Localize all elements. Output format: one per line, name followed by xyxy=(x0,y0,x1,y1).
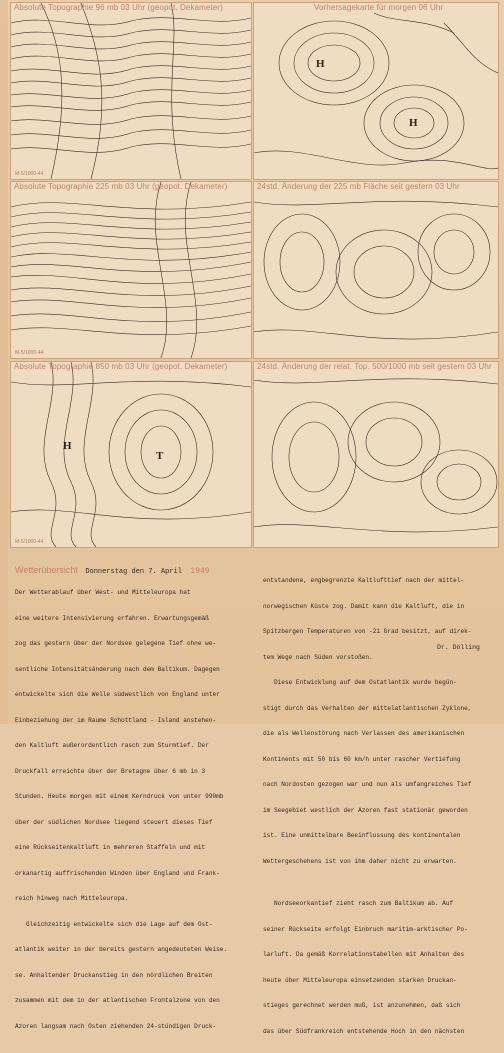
text-line: zusammen mit dem in der atlantischen Frontalzone von den xyxy=(15,997,220,1004)
pressure-high-label: H xyxy=(316,58,325,70)
text-line: sentliche Intensitätsänderung nach dem Baltikum. Dagegen xyxy=(15,665,220,673)
map-panel-225mb xyxy=(10,181,252,359)
text-line: Diese Entwicklung auf dem Ostatlantik wurde begün- xyxy=(263,679,457,686)
panel-title: Absolute Topographie 225 mb 03 Uhr (geopot. Dekameter) xyxy=(14,182,228,191)
text-line: entstandene, engbegrenzte Kaltlufttief nach der mittel- xyxy=(263,577,465,584)
text-line: Stunden. Heute morgen mit einem Kerndruck von unter 990mb xyxy=(15,793,224,800)
text-line: eine Rückseitenkaltluft in mehreren Staffeln und mit xyxy=(15,844,206,851)
text-line: Nordseeorkantief zieht rasch zum Baltikum ab. Auf xyxy=(263,900,454,907)
map-panel-forecast xyxy=(253,2,499,180)
panel-title: Absolute Topographie 96 mb 03 Uhr (geopot. Dekameter) xyxy=(14,3,223,12)
text-line: entwickelte sich die Welle südwestlich von England unter xyxy=(15,691,220,698)
contour-map xyxy=(11,3,251,179)
panel-title: Absolute Topographie 850 mb 03 Uhr (geopot. Dekameter) xyxy=(14,362,228,371)
text-line: Azoren langsam nach Osten ziehenden 24-stündigen Druck- xyxy=(15,1022,217,1030)
text-line: stieges gerechnet werden muß, ist anzunehmen, daß sich xyxy=(263,1002,461,1009)
map-panel-225mb-change xyxy=(253,181,499,359)
pressure-low-label: H xyxy=(409,117,418,129)
text-line: im Seegebiet westlich der Azoren fast stationär geworden xyxy=(263,806,468,814)
text-line: Druckfall erreichte über der Bretagne über 6 mb in 3 xyxy=(15,767,206,775)
text-line: stigt durch das Verhalten der mittelatlantischen Zyklone, xyxy=(263,704,472,712)
panel-badge: M-5/1000-44 xyxy=(15,539,44,545)
text-line: se. Anhaltender Druckanstieg in den nördlichen Breiten xyxy=(15,971,213,979)
text-line: zog das gestern über der Nordsee gelegene Tief ohne we- xyxy=(15,640,217,647)
signature: Dr. Dölling xyxy=(437,644,480,651)
panel-title: 24std. Änderung der 225 mb Fläche seit gestern 03 Uhr xyxy=(257,182,460,191)
panel-title: 24std. Änderung der relat. Top. 500/1000 mb seit gestern 03 Uhr xyxy=(257,362,492,371)
text-line: orkanartig auffrischenden Winden über England und Frank- xyxy=(15,869,220,877)
section-title: Wetterübersicht xyxy=(15,565,78,575)
map-panel-relative-top xyxy=(253,361,499,548)
text-line: heute über Mitteleuropa einsetzenden starken Druckan- xyxy=(263,976,457,984)
pressure-low-label: T xyxy=(156,450,164,462)
text-line: ist. Eine unmittelbare Beeinflussung des kontinentalen xyxy=(263,832,461,839)
text-line: nach Nordosten gezogen war und nun als umfangreiches Tief xyxy=(263,781,472,788)
year: 1949 xyxy=(190,567,210,576)
text-line: die als Wellenstörung nach Verlassen des amerikanischen xyxy=(263,730,465,737)
text-line: reich hinweg nach Mitteleuropa. xyxy=(15,895,129,902)
contour-map xyxy=(254,3,498,179)
text-line: norwegischen Küste zog. Damit kann die Kaltluft, die in xyxy=(263,602,465,610)
text-line: tem Wege nach Süden vorstoßen. xyxy=(263,653,373,661)
text-line: den Kaltluft außerordentlich rasch zum Sturmtief. Der xyxy=(15,742,209,749)
text-line: Gleichzeitig entwickelte sich die Lage auf dem Ost- xyxy=(15,920,213,928)
text-line: larluft. Da gemäß Korrelationstabellen mit Anhalten des xyxy=(263,951,465,958)
text-line: eine weitere Intensivierung erfahren. Erwartungsgemäß xyxy=(15,614,209,622)
contour-map xyxy=(11,182,251,358)
text-line: atlantik weiter in der bereits gestern angedeuteten Weise. xyxy=(15,946,228,953)
contour-map xyxy=(254,182,498,358)
panel-badge: M-5/1000-44 xyxy=(15,171,44,177)
text-line: Spitzbergen Temperaturen von -21 Grad besitzt, auf direk- xyxy=(263,628,472,635)
panel-badge: M-5/1000-44 xyxy=(15,350,44,356)
text-line: Wettergeschehens ist von ihm daher nicht zu erwarten. xyxy=(263,857,457,865)
pressure-high-label: H xyxy=(63,440,72,452)
contour-map xyxy=(254,362,498,547)
panel-title: Vorhersagekarte für morgen 06 Uhr xyxy=(314,3,444,12)
left-column xyxy=(15,572,255,1048)
text-line: Einbeziehung der im Raume Schottland - Island anstehen- xyxy=(15,716,217,724)
weather-text-section xyxy=(15,560,493,1035)
text-line: Kontinents mit 50 bis 60 km/h unter rascher Vertiefung xyxy=(263,755,461,763)
paper-edge xyxy=(0,0,8,724)
contour-map xyxy=(11,362,251,547)
text-line: das über Südfrankreich entstehende Hoch in den nächsten xyxy=(263,1027,465,1035)
map-panel-96mb xyxy=(10,2,252,180)
right-column xyxy=(263,560,493,1053)
text-line: seiner Rückseite erfolgt Einbruch maritim-arktischer Po- xyxy=(263,925,468,933)
date-line: Donnerstag den 7. April xyxy=(85,568,182,576)
map-panel-850mb xyxy=(10,361,252,548)
text-line: über der südlichen Nordsee liegend steuert dieses Tief xyxy=(15,818,213,826)
text-line: Der Wetterablauf über West- und Mitteleuropa hat xyxy=(15,589,191,596)
